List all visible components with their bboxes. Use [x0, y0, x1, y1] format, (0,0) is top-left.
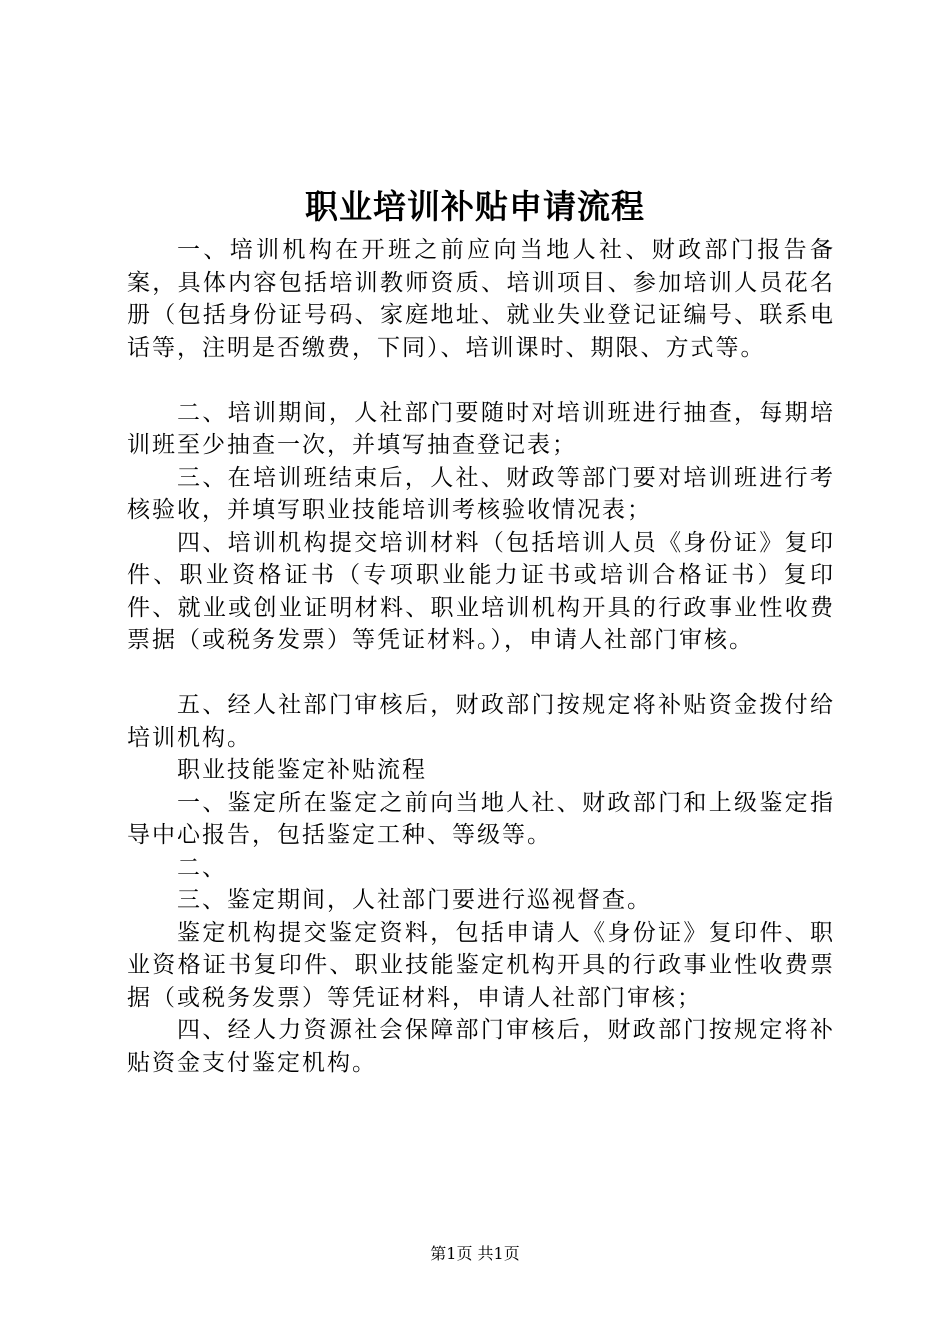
section-heading: 职业技能鉴定补贴流程: [177, 757, 427, 783]
paragraph-3: 三、在培训班结束后，人社、财政等部门要对培训班进行考核验收，并填写职业技能培训考核验收情况表；: [127, 464, 835, 523]
page-footer: 第1页 共1页: [430, 1244, 520, 1263]
paragraph-4: 四、培训机构提交培训材料（包括培训人员《身份证》复印件、职业资格证书（专项职业能力证书或培训合格证书）复印件、就业或创业证明材料、职业培训机构开具的行政事业性收费票据（或税务发票）等凭证材料。），申请人社部门审核。: [127, 529, 835, 653]
paragraph-5: 五、经人社部门审核后，财政部门按规定将补贴资金拨付给培训机构。: [127, 692, 835, 751]
blank-line: [127, 364, 835, 397]
paragraph-2: 二、培训期间，人社部门要随时对培训班进行抽查，每期培训班至少抽查一次，并填写抽查登记表；: [127, 399, 835, 458]
blank-line: [127, 657, 835, 690]
document-body: [127, 234, 835, 1079]
paragraph-7: 二、: [177, 854, 227, 881]
paragraph-8: 三、鉴定期间，人社部门要进行巡视督查。: [177, 887, 652, 913]
document-title: 职业培训补贴申请流程: [305, 187, 645, 226]
paragraph-6: 一、鉴定所在鉴定之前向当地人社、财政部门和上级鉴定指导中心报告，包括鉴定工种、等级等。: [127, 789, 835, 848]
paragraph-9: 鉴定机构提交鉴定资料，包括申请人《身份证》复印件、职业资格证书复印件、职业技能鉴定机构开具的行政事业性收费票据（或税务发票）等凭证材料，申请人社部门审核；: [127, 919, 835, 1011]
paragraph-10: 四、经人力资源社会保障部门审核后，财政部门按规定将补贴资金支付鉴定机构。: [127, 1017, 835, 1076]
paragraph-1: 一、培训机构在开班之前应向当地人社、财政部门报告备案，具体内容包括培训教师资质、培训项目、参加培训人员花名册（包括身份证号码、家庭地址、就业失业登记证编号、联系电话等，注明是否缴费，下同）、培训课时、期限、方式等。: [127, 237, 835, 361]
